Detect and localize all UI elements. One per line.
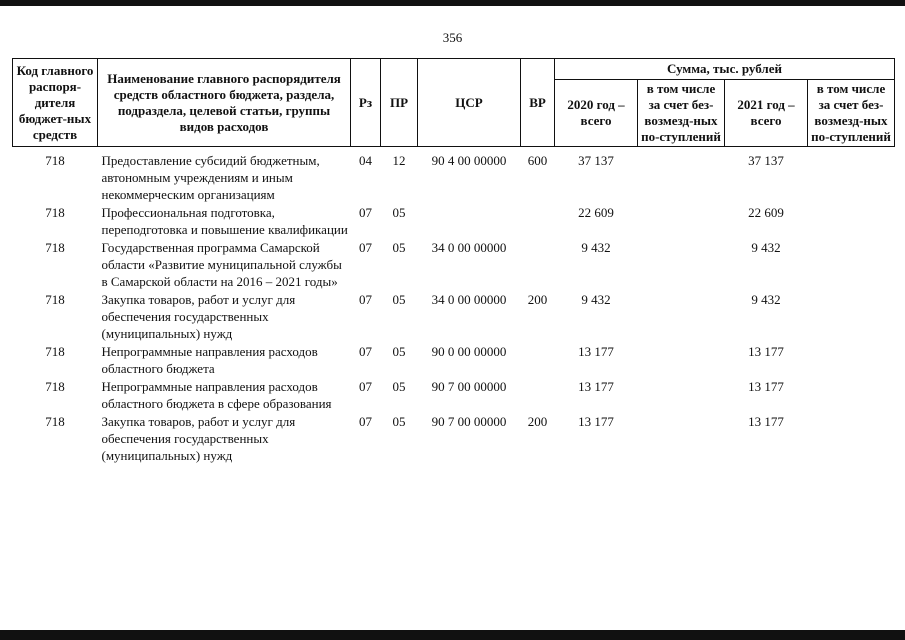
cell-pr: 05 [392, 379, 406, 394]
cell-vr [521, 343, 555, 378]
cell-2021-gratuitous [808, 152, 895, 204]
cell-csr: 34 0 00 00000 [431, 292, 507, 307]
cell-2020-total: 22 609 [578, 205, 614, 220]
cell-rz: 07 [359, 240, 372, 255]
cell-code: 718 [45, 292, 65, 307]
cell-pr: 05 [392, 240, 406, 255]
cell-rz: 07 [359, 292, 372, 307]
cell-2021-gratuitous [808, 378, 895, 413]
header-code: Код главного распоря-дителя бюджет-ных средств [13, 59, 98, 147]
cell-2021-total: 13 177 [748, 414, 784, 429]
top-border-bar [0, 0, 905, 6]
header-rz: Рз [351, 59, 381, 147]
cell-code: 718 [45, 344, 65, 359]
cell-2020-gratuitous [638, 378, 725, 413]
cell-rz: 07 [359, 344, 372, 359]
cell-name: Закупка товаров, работ и услуг для обеспечения государственных (муниципальных) нужд [101, 292, 296, 341]
cell-2020-gratuitous [638, 152, 725, 204]
header-2020-gratuitous: в том числе за счет без-возмезд-ных по-ступлений [638, 80, 725, 147]
cell-rz: 07 [359, 205, 372, 220]
cell-name: Закупка товаров, работ и услуг для обеспечения государственных (муниципальных) нужд [101, 414, 296, 463]
cell-csr: 90 7 00 00000 [431, 414, 507, 429]
cell-rz: 07 [359, 379, 372, 394]
cell-2020-gratuitous [638, 204, 725, 239]
cell-2021-total: 9 432 [751, 240, 781, 255]
cell-2020-total: 13 177 [578, 414, 614, 429]
cell-csr: 34 0 00 00000 [431, 240, 507, 255]
table-row [13, 291, 895, 343]
header-csr: ЦСР [418, 59, 521, 147]
cell-2020-gratuitous [638, 291, 725, 343]
cell-pr: 05 [392, 292, 406, 307]
cell-code: 718 [45, 379, 65, 394]
table-body [13, 147, 895, 466]
cell-csr: 90 7 00 00000 [431, 379, 507, 394]
cell-2021-gratuitous [808, 343, 895, 378]
cell-pr: 05 [392, 344, 406, 359]
cell-2021-total: 13 177 [748, 379, 784, 394]
cell-vr [521, 239, 555, 291]
cell-name: Государственная программа Самарской области «Развитие муниципальной службы в Самарской области на 2016 – 2021 годы» [101, 240, 342, 289]
cell-2020-total: 9 432 [581, 292, 611, 307]
cell-name: Непрограммные направления расходов областного бюджета [101, 344, 318, 376]
cell-2020-gratuitous [638, 343, 725, 378]
cell-2021-gratuitous [808, 204, 895, 239]
header-2020-total: 2020 год – всего [555, 80, 638, 147]
page-number: 356 [442, 30, 463, 45]
cell-2020-gratuitous [638, 239, 725, 291]
cell-vr: 200 [527, 292, 548, 307]
header-2021-total: 2021 год – всего [725, 80, 808, 147]
table-row [13, 378, 895, 413]
table-row [13, 343, 895, 378]
table-row [13, 152, 895, 204]
cell-code: 718 [45, 205, 65, 220]
cell-name: Непрограммные направления расходов областного бюджета в сфере образования [101, 379, 332, 411]
cell-vr [521, 204, 555, 239]
cell-vr: 200 [527, 414, 548, 429]
budget-table [12, 58, 895, 465]
cell-2021-gratuitous [808, 413, 895, 465]
cell-2021-gratuitous [808, 291, 895, 343]
table-row [13, 413, 895, 465]
cell-2020-total: 37 137 [578, 153, 614, 168]
cell-code: 718 [45, 414, 65, 429]
cell-code: 718 [45, 240, 65, 255]
cell-csr: 90 0 00 00000 [431, 344, 507, 359]
table-row [13, 239, 895, 291]
cell-2021-total: 13 177 [748, 344, 784, 359]
cell-2021-total: 22 609 [748, 205, 784, 220]
cell-pr: 05 [392, 205, 406, 220]
cell-pr: 05 [392, 414, 406, 429]
cell-2020-total: 13 177 [578, 344, 614, 359]
cell-vr [521, 378, 555, 413]
cell-rz: 04 [359, 153, 372, 168]
cell-rz: 07 [359, 414, 372, 429]
cell-csr: 90 4 00 00000 [431, 153, 507, 168]
table-header [13, 59, 895, 147]
cell-2020-total: 9 432 [581, 240, 611, 255]
header-vr: ВР [521, 59, 555, 147]
cell-vr: 600 [527, 153, 548, 168]
header-pr: ПР [381, 59, 418, 147]
table-row [13, 204, 895, 239]
cell-2021-total: 9 432 [751, 292, 781, 307]
header-name: Наименование главного распорядителя средств областного бюджета, раздела, подраздела, целевой статьи, группы видов расходов [98, 59, 351, 147]
cell-name: Профессиональная подготовка, переподготовка и повышение квалификации [101, 205, 348, 237]
cell-pr: 12 [392, 153, 406, 168]
cell-2021-total: 37 137 [748, 153, 784, 168]
cell-2020-gratuitous [638, 413, 725, 465]
cell-2020-total: 13 177 [578, 379, 614, 394]
cell-code: 718 [45, 153, 65, 168]
cell-name: Предоставление субсидий бюджетным, автономным учреждениям и иным некоммерческим организациям [101, 153, 320, 202]
cell-csr [418, 204, 521, 239]
header-2021-gratuitous: в том числе за счет без-возмезд-ных по-ступлений [808, 80, 895, 147]
cell-2021-gratuitous [808, 239, 895, 291]
bottom-border-bar [0, 630, 905, 640]
header-sum: Сумма, тыс. рублей [555, 59, 895, 80]
